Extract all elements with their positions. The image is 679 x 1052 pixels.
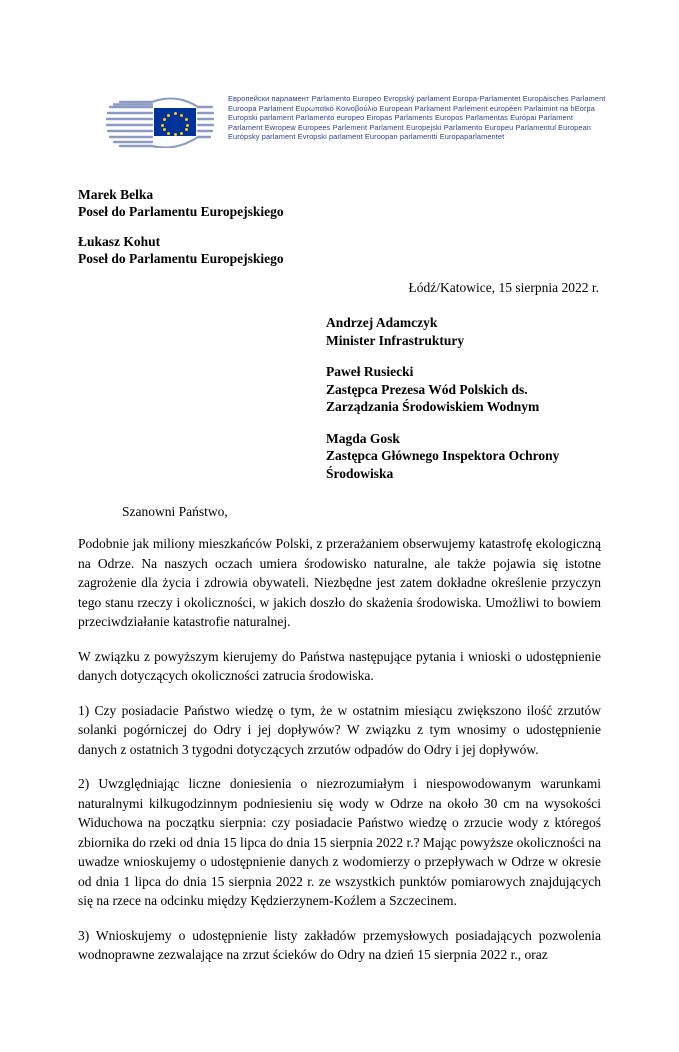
sender-name: Marek Belka xyxy=(78,187,154,202)
recipient-name: Magda Gosk xyxy=(326,430,400,446)
letter-body xyxy=(78,534,601,965)
sender-title: Poseł do Parlamentu Europejskiego xyxy=(78,204,284,219)
language-line: Parlament Ewropew Europees Parlement Parlament Europejski Parlamento Europeu Parlamentul European xyxy=(228,122,591,132)
recipient-role-line: Zarządzania Środowiskiem Wodnym xyxy=(326,399,540,414)
sender-2 xyxy=(78,233,601,267)
body-paragraph: W związku z powyższym kierujemy do Państwa następujące pytania i wnioski o udostępnienie danych dotyczących okoliczności zatrucia środowiska. xyxy=(78,648,601,683)
language-line: Euroopa Parlament Ευρωπαϊκό Κοινοβούλιο European Parliament Parlement européen Parlaimint na hEorpa xyxy=(228,103,595,113)
sender-block xyxy=(78,186,601,267)
recipient-role-line: Zastępca Prezesa Wód Polskich ds. xyxy=(326,381,528,397)
european-parliament-logo-icon xyxy=(106,94,214,148)
body-paragraph: 1) Czy posiadacie Państwo wiedzę o tym, że w ostatnim miesiącu zwiększono ilość zrzutów solanki pogórniczej do Odry i jej dopływów? W związku z tym wnosimy o udostępnienie danych z ostatnich 3 tygodni dotyczących zrzutów odpadów do Odry i jej dopływów. xyxy=(78,702,601,757)
body-paragraph: 2) Uwzględniając liczne doniesienia o niezrozumiałym i niespowodowanym warunkami naturalnymi kilkugodzinnym podniesieniu się wody w Odrze na około 30 cm na wysokości Widuchowa na początku sierpnia: czy posiadacie Państwo wiedzę o zrzucie wody z któregoś zbiornika do rzeki od dnia 15 lipca do dnia 15 sierpnia 2022 r.? Mając powyższe okoliczności na uwadze wnioskujemy o udostępnienie danych z wodomierzy o przepływach w Odrze w okresie od dnia 1 lipca do dnia 15 sierpnia 2022 r. ze wszystkich punktów pomiarowych znajdujących się na rzece na odcinku między Kędzierzynem-Koźlem a Szczecinem. xyxy=(78,776,601,908)
recipient-block xyxy=(326,314,596,482)
recipient-role-line: Zastępca Głównego Inspektora Ochrony xyxy=(326,448,560,463)
language-line: Európsky parlament Evropski parlament Euroopan parlamentti Europaparlamentet xyxy=(228,132,505,142)
document-page xyxy=(0,92,679,1052)
document-header xyxy=(78,92,606,164)
parliament-language-names xyxy=(228,92,605,142)
sender-title: Poseł do Parlamentu Europejskiego xyxy=(78,251,284,266)
recipient-role-line: Minister Infrastruktury xyxy=(326,332,465,348)
recipient-role-line: Środowiska xyxy=(326,465,394,481)
body-paragraph: 3) Wnioskujemy o udostępnienie listy zakładów przemysłowych posiadających pozwolenia wodnoprawne zezwalające na zrzut ścieków do Odry na dzień 15 sierpnia 2022 r., oraz xyxy=(78,927,601,962)
body-paragraph: Podobnie jak miliony mieszkańców Polski, z przerażaniem obserwujemy katastrofę ekologiczną na Odrze. Na naszych oczach umiera środowisko naturalne, ale także pojawia się istotne zagrożenie dla życia i zdrowia obywateli. Niezbędne jest zatem dokładne określenie przyczyn tego stanu rzeczy i okoliczności, w jakich doszło do skażenia środowiska. Umożliwi to bowiem przeciwdziałanie katastrofie naturalnej. xyxy=(78,536,601,629)
sender-1 xyxy=(78,186,601,220)
place-and-date: Łódź/Katowice, 15 sierpnia 2022 r. xyxy=(408,280,599,295)
recipient-3 xyxy=(326,430,596,483)
recipient-name: Paweł Rusiecki xyxy=(326,364,414,379)
eu-flag-icon xyxy=(154,108,196,136)
language-line: Европейски парламент Parlamento Europeo Evropský parlament Europa-Parlamentet Europäisches Parlament xyxy=(228,94,606,103)
recipient-2 xyxy=(326,363,596,416)
language-line: Europski parlament Parlamento europeo Eiropas Parlaments Europos Parlamentas Európai Parlament xyxy=(228,113,574,123)
recipient-1 xyxy=(326,314,596,349)
recipient-name: Andrzej Adamczyk xyxy=(326,315,438,330)
salutation: Szanowni Państwo, xyxy=(122,504,228,519)
sender-name: Łukasz Kohut xyxy=(78,234,161,249)
